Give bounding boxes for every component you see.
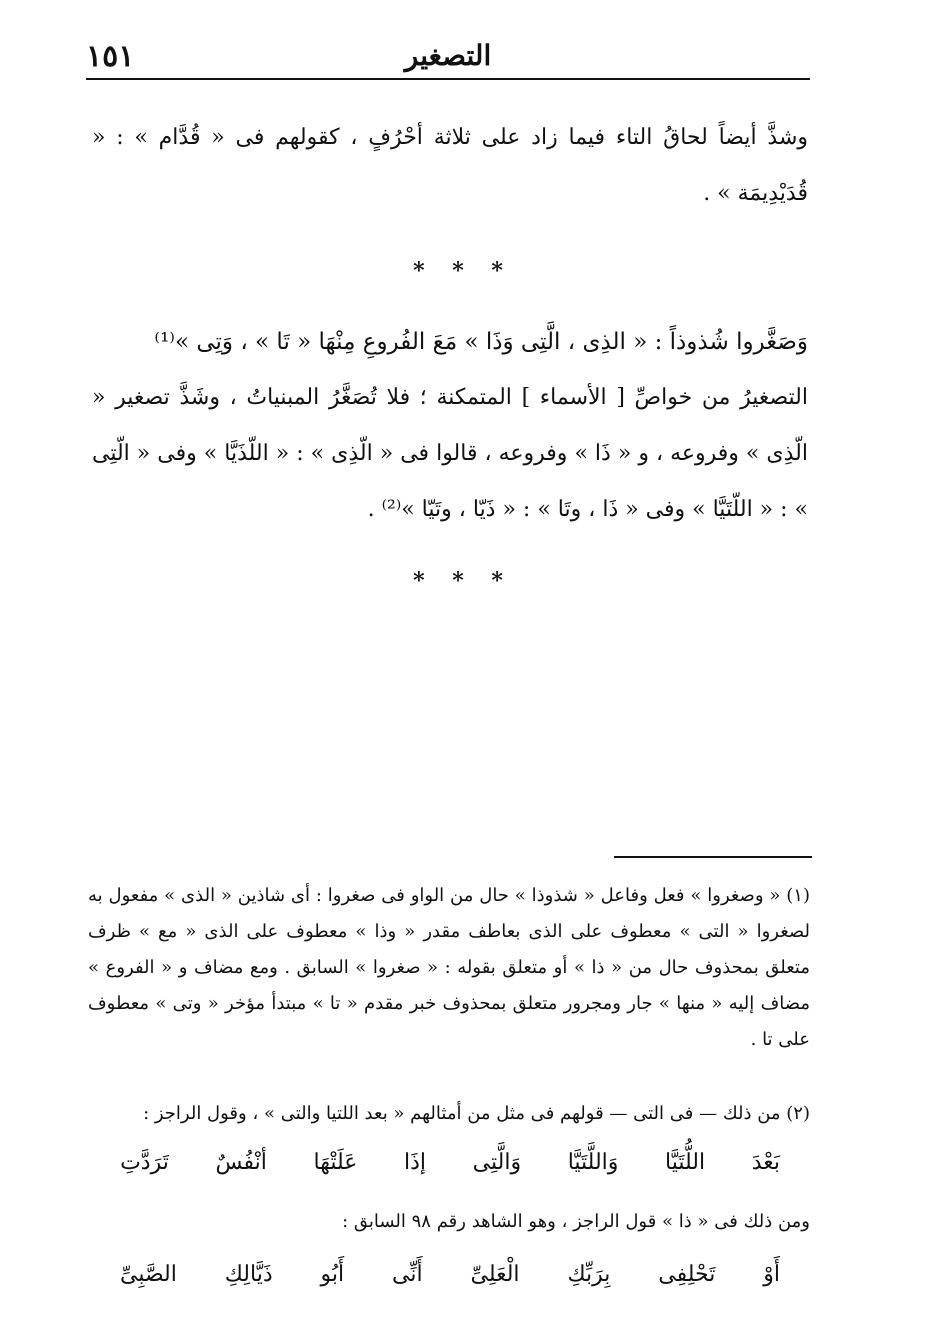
verse-word: أَبُو <box>320 1262 345 1287</box>
verse-word: وَالَّتِى <box>472 1150 522 1175</box>
verse-word: الصَّبِىِّ <box>120 1262 177 1287</box>
verse-word: أَنِّى <box>392 1262 423 1287</box>
verse-word: أَوْ <box>763 1262 780 1287</box>
running-title: التصغير <box>404 39 492 72</box>
paragraph-2: التصغيرُ من خواصِّ [ الأسماء ] المتمكنة ؛ فلا تُصَغَّرُ المبنياتُ ، وشَذَّ تصغير « الّذِى » وفروعه ، و « ذَا » وفروعه ، قالوا فى « الّذِى » : « اللّذَيَّا » وفى « الّتِى » : « اللّتَيَّا » وفى « ذَا ، وتَا » : « ذَيّا ، وتَيّا »⁽²⁾ . <box>92 385 808 522</box>
page-number: ١٥١ <box>86 39 135 74</box>
footnote-1: (١) « وصغروا » فعل وفاعل « شذوذا » حال من الواو فى صغروا : أى شاذين « الذى » مفعول به لصغروا « التى » معطوف على الذى بعاطف مقدر « وذا » معطوف على الذى « مع » ظرف متعلق بمحذوف حال من « ذا » أو متعلق بقوله : « صغروا » السابق . ومع مضاف و « الفروع » مضاف إليه « منها » جار ومجرور متعلق بمحذوف خبر مقدم « تا » مبتدأ مؤخر « وتى » معطوف على تا . <box>88 885 810 1050</box>
section-separator: * * * <box>413 258 513 284</box>
paragraph-1: وشذَّ أيضاً لحاقُ التاء فيما زاد على ثلاثة أحْرُفٍ ، كقولهم فى « قُدَّام » : « قُدَيْدِيمَة » . <box>92 125 808 206</box>
verse-word: تَحْلِفِى <box>658 1262 716 1287</box>
header-rule <box>86 78 810 80</box>
section-body <box>92 314 808 538</box>
verse-word: اللُّتَيَّا <box>665 1150 706 1175</box>
verse-word: أنْفُسٌ <box>215 1150 267 1175</box>
verse-word: وَاللَّتَيَّا <box>567 1150 619 1175</box>
verse-word: عَلَتْهَا <box>313 1150 358 1175</box>
verse-word: إذَا <box>404 1150 427 1175</box>
footnote-rule <box>614 856 812 858</box>
verse-line: وَصَغَّروا شُذوذاً : « الذِى ، الَّتِى وَذَا » مَعَ الفُروعِ مِنْهَا « تَا » ، وَتِى »⁽¹⁾ <box>154 329 808 355</box>
footnote-2: (٢) من ذلك — فى التى — قولهم فى مثل من أمثالهم « بعد اللتيا والتى » ، وقول الراجز : <box>143 1103 810 1124</box>
verse-word: بِرَبِّكِ <box>567 1262 611 1287</box>
page-header <box>86 30 810 74</box>
verse-word: بَعْدَ <box>751 1150 780 1175</box>
footnote-verse-1 <box>120 1150 780 1175</box>
verse-word: ذَيَّالِكِ <box>224 1262 273 1287</box>
section-separator-2: * * * <box>413 568 513 594</box>
footnote-2-continuation: ومن ذلك فى « ذا » قول الراجز ، وهو الشاهد رقم ٩٨ السابق : <box>342 1211 810 1232</box>
verse-word: الْعَلِىِّ <box>470 1262 520 1287</box>
verse-word: تَرَدَّتِ <box>120 1150 169 1175</box>
footnote-verse-2 <box>120 1262 780 1287</box>
